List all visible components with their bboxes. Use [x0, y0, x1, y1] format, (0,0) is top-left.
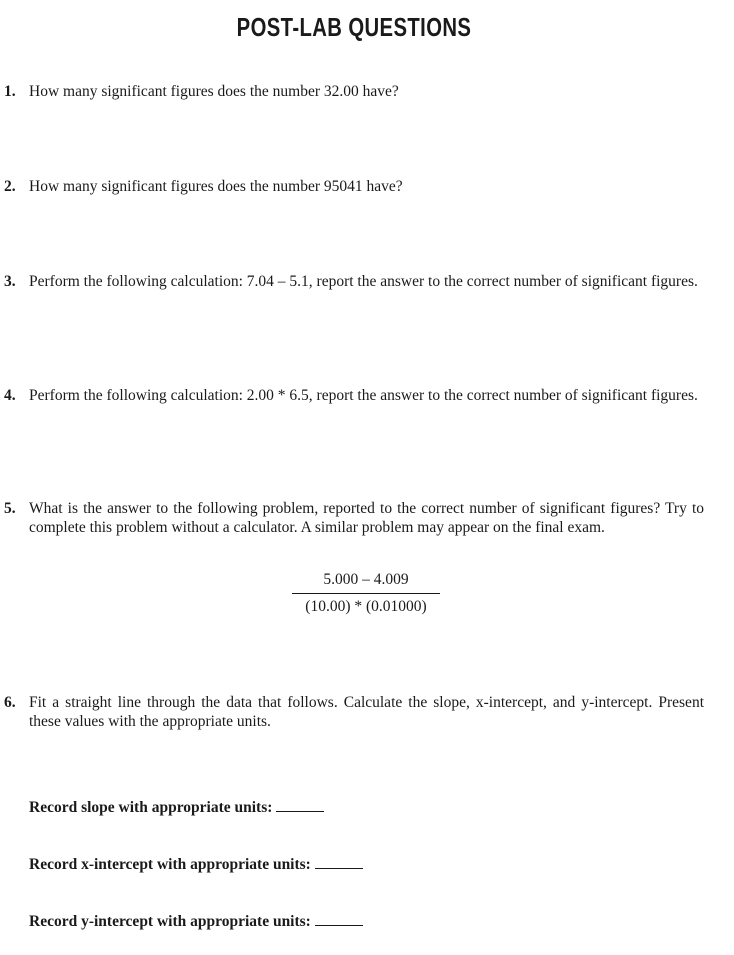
answer-blank[interactable] [315, 854, 363, 869]
answer-blank[interactable] [276, 797, 324, 812]
question-text: Perform the following calculation: 7.04 – 5.1, report the answer to the correct number of significant figures. [29, 273, 698, 290]
record-y-intercept-label: Record y-intercept with appropriate units: [29, 913, 311, 930]
record-x-intercept-label: Record x-intercept with appropriate units: [29, 856, 311, 873]
record-slope-label: Record slope with appropriate units: [29, 799, 273, 816]
page-title: POST-LAB QUESTIONS [236, 12, 472, 42]
question-1 [0, 82, 704, 101]
question-6 [0, 693, 704, 731]
question-text: How many significant figures does the number 95041 have? [29, 178, 403, 195]
question-number: 3. [4, 273, 16, 290]
question-number: 1. [4, 83, 16, 100]
question-2 [0, 177, 704, 196]
record-y-intercept [29, 911, 363, 931]
question-text: Perform the following calculation: 2.00 * 6.5, report the answer to the correct number of significant figures. [29, 387, 698, 404]
question-4 [0, 386, 704, 405]
question-number: 2. [4, 178, 16, 195]
fraction-denominator: (10.00) * (0.01000) [305, 598, 427, 615]
fraction-numerator: 5.000 – 4.009 [323, 571, 409, 588]
question-number: 5. [4, 500, 16, 517]
question-3 [0, 272, 704, 291]
record-slope [29, 797, 324, 817]
question-number: 4. [4, 387, 16, 404]
question-5 [0, 499, 704, 537]
fraction-expression [292, 571, 440, 616]
question-text: Fit a straight line through the data that follows. Calculate the slope, x-intercept, and y-intercept. Present these values with the appropriate units. [29, 694, 704, 730]
question-number: 6. [4, 694, 16, 711]
question-text: How many significant figures does the number 32.00 have? [29, 83, 399, 100]
question-text: What is the answer to the following problem, reported to the correct number of significant figures? Try to complete this problem without a calculator. A similar problem may appear on the final exam. [29, 500, 704, 536]
record-x-intercept [29, 854, 363, 874]
answer-blank[interactable] [315, 911, 363, 926]
